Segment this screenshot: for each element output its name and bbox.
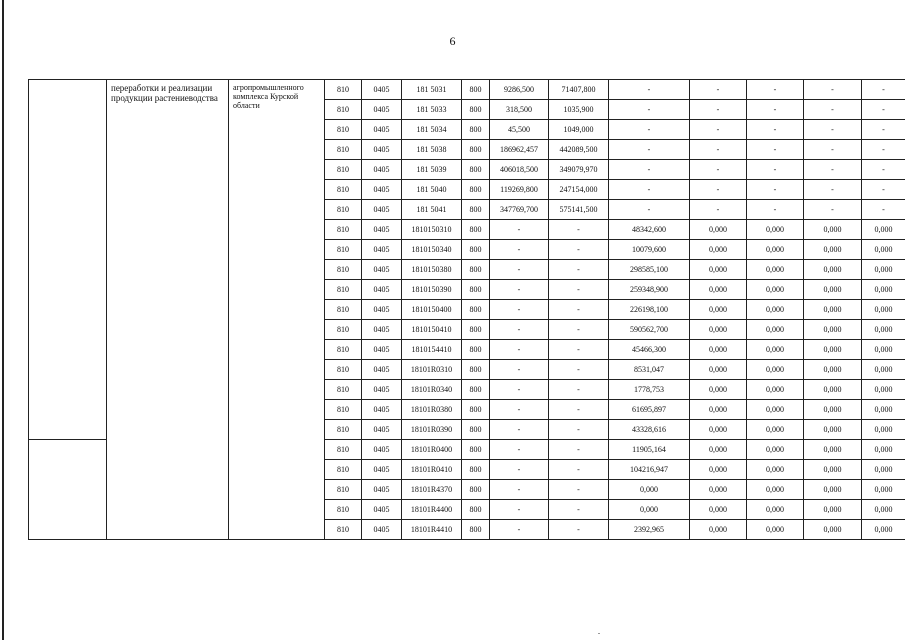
table-cell: 2392,965	[609, 520, 690, 540]
table-cell: 0,000	[862, 500, 905, 520]
table-cell: 0,000	[804, 440, 862, 460]
table-cell: 18101R0380	[402, 400, 462, 420]
table-cell: 0,000	[804, 500, 862, 520]
table-cell: -	[549, 420, 609, 440]
table-cell: -	[747, 120, 804, 140]
table-cell: -	[549, 500, 609, 520]
table-cell: 181 5039	[402, 160, 462, 180]
table-cell: 0,000	[747, 520, 804, 540]
table-cell: 800	[462, 400, 490, 420]
table-cell: -	[804, 140, 862, 160]
budget-table	[28, 79, 905, 540]
table-cell: -	[549, 340, 609, 360]
table-cell: 810	[325, 440, 362, 460]
table-cell: 0,000	[747, 320, 804, 340]
table-cell: 298585,100	[609, 260, 690, 280]
table-cell: 800	[462, 100, 490, 120]
table-cell: 1778,753	[609, 380, 690, 400]
table-cell: 810	[325, 100, 362, 120]
table-cell: 800	[462, 460, 490, 480]
table-cell: -	[862, 80, 905, 100]
table-cell: -	[490, 320, 549, 340]
table-cell: 0405	[362, 500, 402, 520]
table-cell: -	[609, 160, 690, 180]
table-cell: 0,000	[747, 500, 804, 520]
table-cell: 800	[462, 200, 490, 220]
table-cell: 0,000	[804, 260, 862, 280]
table-cell: 810	[325, 520, 362, 540]
table-cell: 0405	[362, 100, 402, 120]
table-cell: 0,000	[690, 520, 747, 540]
table-cell: -	[549, 300, 609, 320]
table-cell: 1810150390	[402, 280, 462, 300]
table-cell: 0,000	[747, 280, 804, 300]
table-cell: 0,000	[862, 300, 905, 320]
page-number: 6	[449, 34, 456, 48]
table-cell: 11905,164	[609, 440, 690, 460]
table-cell: 800	[462, 220, 490, 240]
table-cell: 800	[462, 140, 490, 160]
number-cell	[29, 80, 107, 440]
table-cell: 0,000	[804, 380, 862, 400]
table-cell: 0,000	[862, 240, 905, 260]
table-cell: 810	[325, 260, 362, 280]
table-cell: 0,000	[862, 480, 905, 500]
table-cell: 800	[462, 480, 490, 500]
table-cell: 181 5038	[402, 140, 462, 160]
table-cell: 590562,700	[609, 320, 690, 340]
table-cell: 18101R4400	[402, 500, 462, 520]
table-cell: -	[862, 140, 905, 160]
table-cell: 0,000	[747, 400, 804, 420]
table-cell: 810	[325, 360, 362, 380]
table-cell: 18101R0390	[402, 420, 462, 440]
table-cell: -	[690, 80, 747, 100]
table-cell: 0,000	[747, 220, 804, 240]
table-cell: 0,000	[804, 480, 862, 500]
table-cell: 800	[462, 300, 490, 320]
table-cell: -	[862, 100, 905, 120]
table-cell: 0405	[362, 200, 402, 220]
table-cell: 0,000	[747, 300, 804, 320]
table-cell: 0,000	[690, 320, 747, 340]
table-cell: 18101R0310	[402, 360, 462, 380]
table-cell: 810	[325, 200, 362, 220]
table-cell: 0405	[362, 280, 402, 300]
table-cell: 810	[325, 280, 362, 300]
table-cell: -	[549, 520, 609, 540]
table-cell: -	[549, 460, 609, 480]
table-cell: 800	[462, 520, 490, 540]
table-body	[29, 80, 905, 540]
table-cell: 0405	[362, 140, 402, 160]
table-cell: 810	[325, 120, 362, 140]
table-cell: 800	[462, 160, 490, 180]
table-cell: 0,000	[747, 420, 804, 440]
table-cell: 0,000	[804, 420, 862, 440]
table-cell: 0,000	[862, 260, 905, 280]
table-cell: -	[804, 160, 862, 180]
table-cell: 0,000	[690, 240, 747, 260]
table-cell: -	[609, 80, 690, 100]
table-cell: 0405	[362, 380, 402, 400]
table-cell: -	[747, 160, 804, 180]
table-cell: -	[490, 380, 549, 400]
table-cell: 442089,500	[549, 140, 609, 160]
table-cell: 810	[325, 340, 362, 360]
table-cell: 0,000	[690, 280, 747, 300]
table-cell: -	[862, 180, 905, 200]
table-cell: 0,000	[862, 320, 905, 340]
table-cell: -	[490, 260, 549, 280]
table-cell: 810	[325, 140, 362, 160]
table-cell: 1810150400	[402, 300, 462, 320]
table-cell: -	[862, 120, 905, 140]
table-cell: 0,000	[747, 260, 804, 280]
table-cell: 0405	[362, 480, 402, 500]
table-cell: 0,000	[804, 360, 862, 380]
table-cell: -	[747, 200, 804, 220]
table-cell: -	[490, 500, 549, 520]
table-cell: 45,500	[490, 120, 549, 140]
table-cell: 0405	[362, 240, 402, 260]
table-cell: 0,000	[690, 420, 747, 440]
table-cell: -	[549, 380, 609, 400]
table-cell: 0405	[362, 260, 402, 280]
table-cell: 10079,600	[609, 240, 690, 260]
table-cell: 181 5033	[402, 100, 462, 120]
table-cell: 810	[325, 480, 362, 500]
table-cell: 1810154410	[402, 340, 462, 360]
table-cell: 0,000	[862, 520, 905, 540]
table-cell: 247154,000	[549, 180, 609, 200]
table-cell: 0,000	[804, 300, 862, 320]
table-cell: 800	[462, 440, 490, 460]
table-cell: 800	[462, 260, 490, 280]
table-cell: 1810150340	[402, 240, 462, 260]
table-cell: 0,000	[747, 240, 804, 260]
table-cell: -	[490, 520, 549, 540]
table-cell: -	[609, 140, 690, 160]
table-cell: 18101R0340	[402, 380, 462, 400]
table-cell: -	[549, 480, 609, 500]
scan-speck	[598, 633, 600, 634]
table-cell: 71407,800	[549, 80, 609, 100]
table-row	[29, 80, 905, 100]
table-cell: -	[690, 120, 747, 140]
table-cell: 810	[325, 380, 362, 400]
table-cell: 810	[325, 80, 362, 100]
table-cell: 18101R4410	[402, 520, 462, 540]
table-cell: 48342,600	[609, 220, 690, 240]
table-cell: -	[804, 100, 862, 120]
table-cell: 0,000	[862, 340, 905, 360]
table-cell: 18101R0410	[402, 460, 462, 480]
table-cell: 810	[325, 160, 362, 180]
table-cell: 0405	[362, 360, 402, 380]
table-cell: 0,000	[747, 360, 804, 380]
table-cell: -	[747, 100, 804, 120]
table-cell: 0,000	[804, 280, 862, 300]
table-cell: 1035,900	[549, 100, 609, 120]
table-cell: 0,000	[804, 400, 862, 420]
table-cell: 810	[325, 220, 362, 240]
table-cell: -	[490, 460, 549, 480]
table-cell: 0,000	[804, 340, 862, 360]
table-cell: 18101R4370	[402, 480, 462, 500]
table-cell: -	[549, 320, 609, 340]
table-cell: 0,000	[862, 280, 905, 300]
table-cell: 43328,616	[609, 420, 690, 440]
table-cell: 575141,500	[549, 200, 609, 220]
table-cell: 810	[325, 460, 362, 480]
table-cell: 0,000	[690, 440, 747, 460]
table-cell: 810	[325, 300, 362, 320]
table-cell: 1810150310	[402, 220, 462, 240]
table-cell: 800	[462, 420, 490, 440]
table-cell: 0405	[362, 340, 402, 360]
table-cell: 800	[462, 240, 490, 260]
table-cell: 1810150410	[402, 320, 462, 340]
table-cell: 0405	[362, 420, 402, 440]
table-cell: -	[490, 220, 549, 240]
table-cell: 810	[325, 420, 362, 440]
table-cell: -	[549, 240, 609, 260]
table-cell: 0,000	[747, 460, 804, 480]
table-cell: 0,000	[690, 220, 747, 240]
table-cell: 810	[325, 400, 362, 420]
table-cell: 0405	[362, 520, 402, 540]
table-cell: 800	[462, 80, 490, 100]
table-cell: -	[490, 480, 549, 500]
table-cell: 0,000	[609, 500, 690, 520]
table-cell: 0405	[362, 460, 402, 480]
table-cell: 181 5031	[402, 80, 462, 100]
table-cell: -	[490, 440, 549, 460]
table-cell: 0,000	[690, 360, 747, 380]
table-cell: -	[549, 360, 609, 380]
table-cell: 800	[462, 340, 490, 360]
table-cell: 181 5041	[402, 200, 462, 220]
table-cell: -	[690, 200, 747, 220]
table-cell: 800	[462, 120, 490, 140]
table-cell: 0,000	[609, 480, 690, 500]
table-cell: 810	[325, 240, 362, 260]
table-cell: -	[609, 180, 690, 200]
table-cell: -	[690, 100, 747, 120]
table-cell: 0,000	[862, 400, 905, 420]
table-cell: 0405	[362, 220, 402, 240]
table-cell: 800	[462, 280, 490, 300]
table-cell: 0,000	[862, 360, 905, 380]
executor-name-cell: агропромышленного комплекса Курской области	[229, 80, 325, 540]
table-cell: 0,000	[690, 500, 747, 520]
table-cell: 0,000	[690, 300, 747, 320]
table-cell: 0,000	[862, 380, 905, 400]
table-cell: 800	[462, 360, 490, 380]
table-cell: -	[490, 240, 549, 260]
table-cell: 0405	[362, 320, 402, 340]
table-cell: -	[862, 160, 905, 180]
table-cell: -	[490, 360, 549, 380]
table-cell: 0405	[362, 400, 402, 420]
table-cell: 800	[462, 320, 490, 340]
table-cell: 259348,900	[609, 280, 690, 300]
table-cell: 8531,047	[609, 360, 690, 380]
table-cell: 0405	[362, 440, 402, 460]
table-cell: 0405	[362, 80, 402, 100]
table-cell: -	[490, 340, 549, 360]
table-cell: -	[609, 200, 690, 220]
table-cell: -	[747, 140, 804, 160]
table-cell: -	[804, 120, 862, 140]
table-cell: 0,000	[804, 460, 862, 480]
table-cell: 181 5040	[402, 180, 462, 200]
table-cell: 0,000	[747, 440, 804, 460]
table-cell: 0405	[362, 120, 402, 140]
table-cell: -	[549, 400, 609, 420]
table-cell: 800	[462, 180, 490, 200]
table-cell: 0,000	[862, 460, 905, 480]
table-cell: 0,000	[862, 440, 905, 460]
table-cell: 0,000	[690, 260, 747, 280]
table-cell: 0405	[362, 180, 402, 200]
table-cell: 0,000	[690, 400, 747, 420]
table-cell: -	[549, 440, 609, 460]
table-cell: 0,000	[747, 340, 804, 360]
table-cell: -	[549, 220, 609, 240]
table-cell: 810	[325, 180, 362, 200]
table-cell: 0,000	[690, 460, 747, 480]
table-cell: -	[690, 160, 747, 180]
table-cell: -	[490, 300, 549, 320]
table-cell: -	[609, 100, 690, 120]
table-cell: 0,000	[690, 340, 747, 360]
table-cell: 104216,947	[609, 460, 690, 480]
table-cell: -	[804, 200, 862, 220]
table-cell: -	[804, 180, 862, 200]
program-name-cell: переработки и реализации продукции растениеводства	[107, 80, 229, 540]
table-cell: 800	[462, 500, 490, 520]
table-cell: -	[490, 400, 549, 420]
table-cell: 226198,100	[609, 300, 690, 320]
table-cell: 119269,800	[490, 180, 549, 200]
table-cell: 347769,700	[490, 200, 549, 220]
table-cell: -	[862, 200, 905, 220]
table-cell: 186962,457	[490, 140, 549, 160]
table-cell: -	[490, 280, 549, 300]
table-cell: -	[690, 140, 747, 160]
table-cell: -	[549, 260, 609, 280]
table-cell: 45466,300	[609, 340, 690, 360]
table-cell: 318,500	[490, 100, 549, 120]
table-cell: 18101R0400	[402, 440, 462, 460]
table-cell: 181 5034	[402, 120, 462, 140]
table-cell: 0,000	[804, 320, 862, 340]
table-cell: 800	[462, 380, 490, 400]
table-cell: 0,000	[690, 380, 747, 400]
table-cell: -	[747, 180, 804, 200]
table-cell: 0,000	[862, 220, 905, 240]
table-cell: 0,000	[690, 480, 747, 500]
table-cell: 9286,500	[490, 80, 549, 100]
table-cell: -	[804, 80, 862, 100]
table-cell: 0,000	[804, 520, 862, 540]
table-cell: 406018,500	[490, 160, 549, 180]
table-cell: 61695,897	[609, 400, 690, 420]
table-cell: 0,000	[804, 220, 862, 240]
table-cell: 1810150380	[402, 260, 462, 280]
table-cell: -	[549, 280, 609, 300]
table-cell: 0,000	[747, 480, 804, 500]
table-cell: -	[609, 120, 690, 140]
table-cell: 810	[325, 500, 362, 520]
table-cell: 0405	[362, 160, 402, 180]
table-cell: 0,000	[862, 420, 905, 440]
table-cell: -	[490, 420, 549, 440]
table-cell: 810	[325, 320, 362, 340]
page-left-edge	[2, 0, 4, 640]
table-cell: 0405	[362, 300, 402, 320]
table-cell: -	[690, 180, 747, 200]
table-cell: 349079,970	[549, 160, 609, 180]
table-cell: 0,000	[804, 240, 862, 260]
table-cell: -	[747, 80, 804, 100]
table-cell: 0,000	[747, 380, 804, 400]
number-cell	[29, 440, 107, 540]
table-cell: 1049,000	[549, 120, 609, 140]
